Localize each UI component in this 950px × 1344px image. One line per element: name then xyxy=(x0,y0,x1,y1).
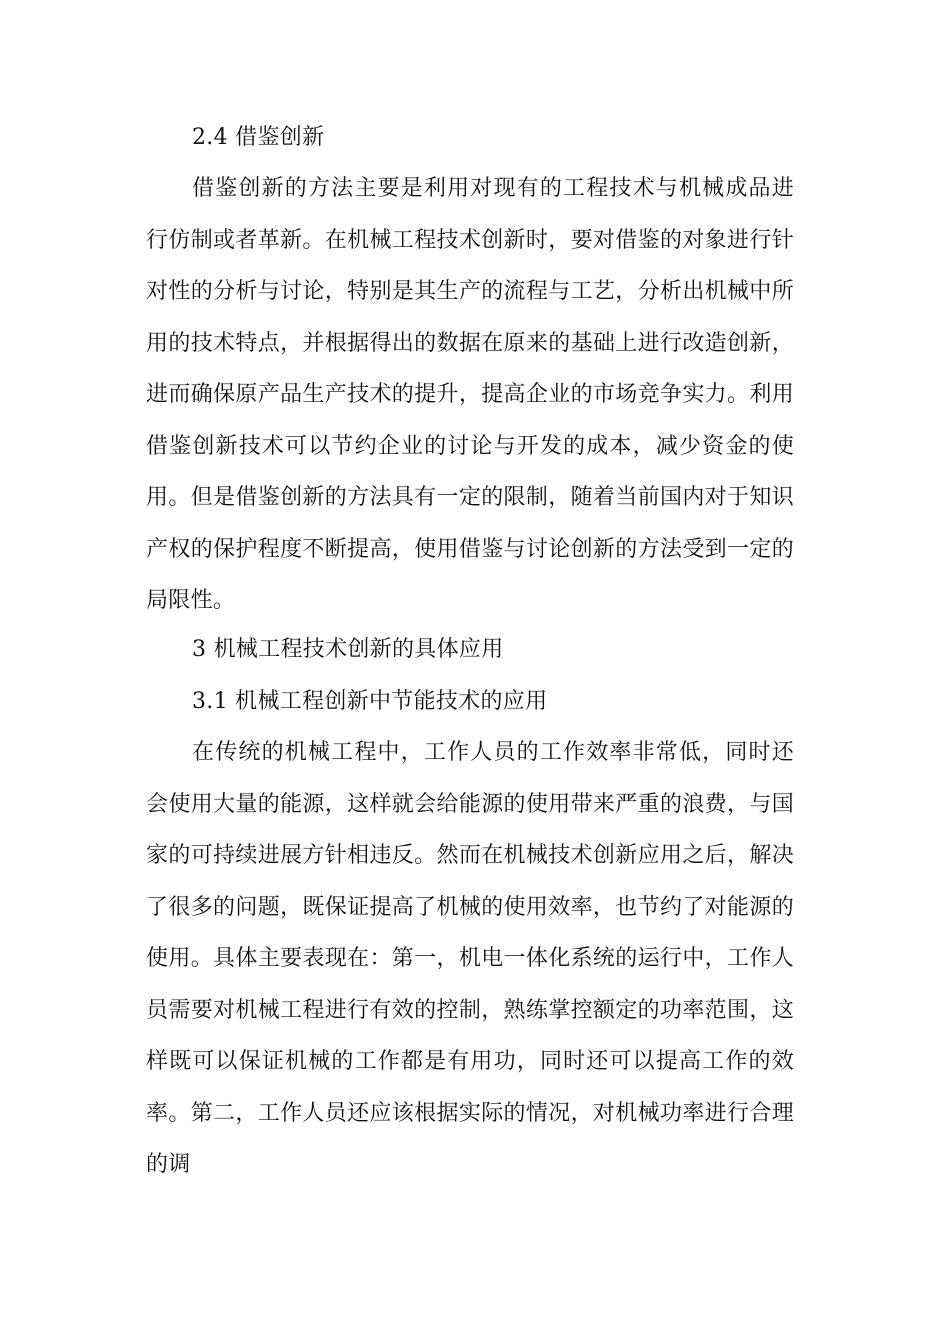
section-heading-2-4: 2.4 借鉴创新 xyxy=(192,125,325,150)
paragraph-energy-saving-technology: 在传统的机械工程中，工作人员的工作效率非常低，同时还会使用大量的能源，这样就会给能源的使用带来严重的浪费，与国家的可持续进展方针相违反。然而在机械技术创新应用之后，解决了很多的问题，既保证提高了机械的使用效率，也节约了对能源的使用。具体主要表现在：第一，机电一体化系统的运行中，工作人员需要对机械工程进行有效的控制，熟练掌控额定的功率范围，这样既可以保证机械的工作都是有用功，同时还可以提高工作的效率。第二，工作人员还应该根据实际的情况，对机械功率进行合理的调 xyxy=(146,740,794,1177)
section-heading-3-1: 3.1 机械工程创新中节能技术的应用 xyxy=(192,689,548,714)
paragraph-borrowing-innovation: 借鉴创新的方法主要是利用对现有的工程技术与机械成品进行仿制或者革新。在机械工程技术创新时，要对借鉴的对象进行针对性的分析与讨论，特别是其生产的流程与工艺，分析出机械中所用的技术特点，并根据得出的数据在原来的基础上进行改造创新，进而确保原产品生产技术的提升，提高企业的市场竞争实力。利用借鉴创新技术可以节约企业的讨论与开发的成本，减少资金的使用。但是借鉴创新的方法具有一定的限制，随着当前国内对于知识产权的保护程度不断提高，使用借鉴与讨论创新的方法受到一定的局限性。 xyxy=(146,176,794,613)
section-heading-3: 3 机械工程技术创新的具体应用 xyxy=(192,637,504,662)
